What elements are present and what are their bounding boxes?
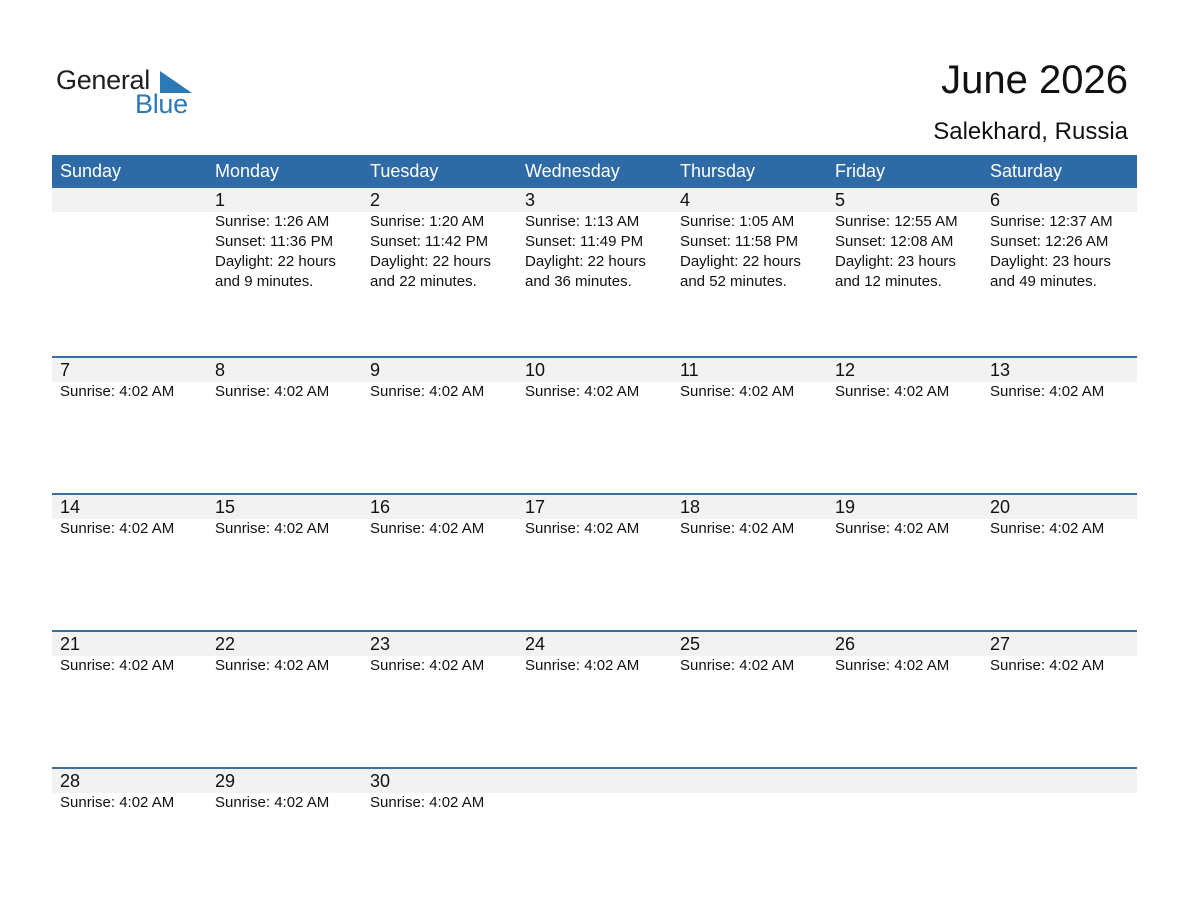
sun-info-line: Sunset: 12:26 AM bbox=[990, 233, 1109, 250]
day-cell bbox=[517, 769, 672, 813]
weekday-header-thursday: Thursday bbox=[680, 161, 756, 181]
sun-info-line: Sunset: 11:58 PM bbox=[680, 233, 799, 250]
day-number: 1 bbox=[215, 190, 226, 210]
sun-info-line: Sunrise: 4:02 AM bbox=[835, 657, 950, 674]
day-number: 10 bbox=[525, 360, 546, 380]
week-cells bbox=[52, 358, 1137, 402]
day-number: 2 bbox=[370, 190, 381, 210]
day-cell bbox=[982, 632, 1137, 676]
sun-info-line: Sunrise: 4:02 AM bbox=[215, 657, 330, 674]
day-cell bbox=[672, 495, 827, 539]
sun-info-line: Sunset: 11:36 PM bbox=[215, 233, 334, 250]
day-cell bbox=[827, 358, 982, 402]
sun-info-line: Sunset: 12:08 AM bbox=[835, 233, 954, 250]
calendar-week bbox=[52, 188, 1137, 356]
location-subtitle: Salekhard, Russia bbox=[933, 118, 1128, 145]
sun-info-line: Sunrise: 4:02 AM bbox=[370, 520, 485, 537]
day-number bbox=[680, 769, 827, 793]
day-cell bbox=[362, 632, 517, 676]
day-number: 12 bbox=[835, 360, 856, 380]
day-cell bbox=[207, 495, 362, 539]
day-number: 23 bbox=[370, 634, 391, 654]
day-number: 16 bbox=[370, 497, 391, 517]
weekday-header-tuesday: Tuesday bbox=[370, 161, 439, 181]
day-cell bbox=[517, 632, 672, 676]
sun-info-line: Sunrise: 4:02 AM bbox=[60, 657, 175, 674]
day-number: 19 bbox=[835, 497, 856, 517]
sun-info-line: and 12 minutes. bbox=[835, 273, 942, 290]
day-number: 30 bbox=[370, 771, 391, 791]
sun-info-line: Sunrise: 4:02 AM bbox=[990, 657, 1105, 674]
sun-info-line: Sunrise: 4:02 AM bbox=[525, 657, 640, 674]
page-title: June 2026 bbox=[941, 58, 1128, 102]
day-cell bbox=[827, 188, 982, 292]
day-cell bbox=[982, 358, 1137, 402]
sun-info-line: Sunrise: 12:55 AM bbox=[835, 213, 958, 230]
day-cell bbox=[982, 188, 1137, 292]
day-number: 18 bbox=[680, 497, 701, 517]
day-cell bbox=[52, 358, 207, 402]
day-number: 3 bbox=[525, 190, 536, 210]
logo-text-general: General bbox=[56, 65, 150, 95]
day-number: 7 bbox=[60, 360, 71, 380]
day-number: 20 bbox=[990, 497, 1011, 517]
sun-info-line: Sunrise: 4:02 AM bbox=[215, 383, 330, 400]
day-cell bbox=[52, 632, 207, 676]
calendar-week bbox=[52, 630, 1137, 767]
sun-info-line: and 22 minutes. bbox=[370, 273, 477, 290]
day-number: 27 bbox=[990, 634, 1011, 654]
day-number: 25 bbox=[680, 634, 701, 654]
week-cells bbox=[52, 188, 1137, 292]
sun-info-line: Sunrise: 4:02 AM bbox=[60, 794, 175, 811]
logo-text-blue: Blue bbox=[135, 89, 188, 119]
day-number bbox=[990, 769, 1137, 793]
sun-info-line: Sunrise: 4:02 AM bbox=[370, 794, 485, 811]
day-number: 6 bbox=[990, 190, 1001, 210]
sun-info-line: Sunrise: 4:02 AM bbox=[680, 657, 795, 674]
day-number: 24 bbox=[525, 634, 546, 654]
sun-info-line: Sunrise: 4:02 AM bbox=[680, 520, 795, 537]
day-cell bbox=[207, 188, 362, 292]
day-number: 5 bbox=[835, 190, 846, 210]
sun-info-line: Sunrise: 4:02 AM bbox=[525, 520, 640, 537]
sun-info-line: Sunrise: 4:02 AM bbox=[60, 383, 175, 400]
day-cell bbox=[362, 188, 517, 292]
sun-info-line: Daylight: 23 hours bbox=[835, 253, 956, 270]
weekday-header-saturday: Saturday bbox=[990, 161, 1063, 181]
sun-info-line: Sunrise: 4:02 AM bbox=[835, 520, 950, 537]
day-cell bbox=[827, 495, 982, 539]
calendar-week bbox=[52, 767, 1137, 904]
day-number: 28 bbox=[60, 771, 81, 791]
day-number: 4 bbox=[680, 190, 691, 210]
day-cell bbox=[207, 632, 362, 676]
day-cell bbox=[672, 769, 827, 813]
sun-info-line: and 9 minutes. bbox=[215, 273, 314, 290]
day-number bbox=[60, 188, 207, 212]
day-number: 15 bbox=[215, 497, 236, 517]
sun-info-line: Sunrise: 4:02 AM bbox=[990, 520, 1105, 537]
weekday-header-monday: Monday bbox=[215, 161, 280, 181]
day-cell bbox=[517, 188, 672, 292]
sun-info-line: Sunrise: 4:02 AM bbox=[835, 383, 950, 400]
day-cell bbox=[207, 769, 362, 813]
day-cell bbox=[982, 769, 1137, 813]
day-number bbox=[525, 769, 672, 793]
sun-info-line: Daylight: 22 hours bbox=[370, 253, 491, 270]
day-cell bbox=[672, 632, 827, 676]
brand-logo bbox=[56, 64, 196, 120]
sun-info-line: Sunrise: 12:37 AM bbox=[990, 213, 1113, 230]
sun-info-line: Sunrise: 4:02 AM bbox=[215, 520, 330, 537]
sun-info-line: Sunset: 11:49 PM bbox=[525, 233, 644, 250]
day-cell bbox=[52, 188, 207, 292]
weekday-header-sunday: Sunday bbox=[60, 161, 122, 181]
sun-info-line: Sunrise: 4:02 AM bbox=[60, 520, 175, 537]
week-cells bbox=[52, 632, 1137, 676]
calendar-grid bbox=[52, 155, 1137, 904]
day-cell bbox=[517, 358, 672, 402]
day-cell bbox=[517, 495, 672, 539]
day-number: 13 bbox=[990, 360, 1011, 380]
sun-info-line: Sunset: 11:42 PM bbox=[370, 233, 489, 250]
sun-info-line: Daylight: 22 hours bbox=[525, 253, 646, 270]
day-cell bbox=[827, 769, 982, 813]
calendar-week bbox=[52, 493, 1137, 630]
day-cell bbox=[827, 632, 982, 676]
day-number: 14 bbox=[60, 497, 81, 517]
day-cell bbox=[362, 495, 517, 539]
sun-info-line: Sunrise: 1:13 AM bbox=[525, 213, 640, 230]
day-cell bbox=[52, 495, 207, 539]
day-number: 22 bbox=[215, 634, 236, 654]
day-cell bbox=[362, 769, 517, 813]
sun-info-line: Sunrise: 4:02 AM bbox=[525, 383, 640, 400]
day-cell bbox=[207, 358, 362, 402]
weekday-header-row bbox=[52, 155, 1137, 188]
sun-info-line: Sunrise: 1:26 AM bbox=[215, 213, 330, 230]
day-number: 29 bbox=[215, 771, 236, 791]
day-cell bbox=[362, 358, 517, 402]
week-cells bbox=[52, 495, 1137, 539]
weekday-header-wednesday: Wednesday bbox=[525, 161, 620, 181]
sun-info-line: Daylight: 22 hours bbox=[215, 253, 336, 270]
day-cell bbox=[982, 495, 1137, 539]
day-cell bbox=[672, 188, 827, 292]
sun-info-line: Sunrise: 4:02 AM bbox=[370, 657, 485, 674]
sun-info-line: Daylight: 23 hours bbox=[990, 253, 1111, 270]
sun-info-line: Daylight: 22 hours bbox=[680, 253, 801, 270]
sun-info-line: Sunrise: 4:02 AM bbox=[990, 383, 1105, 400]
sun-info-line: Sunrise: 1:05 AM bbox=[680, 213, 795, 230]
weekday-header-friday: Friday bbox=[835, 161, 886, 181]
day-number: 17 bbox=[525, 497, 546, 517]
day-number: 26 bbox=[835, 634, 856, 654]
sun-info-line: and 52 minutes. bbox=[680, 273, 787, 290]
day-cell bbox=[672, 358, 827, 402]
day-cell bbox=[52, 769, 207, 813]
sun-info-line: Sunrise: 4:02 AM bbox=[680, 383, 795, 400]
calendar-weeks bbox=[52, 188, 1137, 904]
day-number: 11 bbox=[680, 360, 699, 380]
calendar-week bbox=[52, 356, 1137, 493]
day-number: 8 bbox=[215, 360, 226, 380]
week-cells bbox=[52, 769, 1137, 813]
sun-info-line: and 49 minutes. bbox=[990, 273, 1097, 290]
sun-info-line: Sunrise: 4:02 AM bbox=[215, 794, 330, 811]
sun-info-line: and 36 minutes. bbox=[525, 273, 632, 290]
sun-info-line: Sunrise: 1:20 AM bbox=[370, 213, 485, 230]
sun-info-line: Sunrise: 4:02 AM bbox=[370, 383, 485, 400]
day-number: 21 bbox=[60, 634, 81, 654]
day-number bbox=[835, 769, 982, 793]
day-number: 9 bbox=[370, 360, 381, 380]
